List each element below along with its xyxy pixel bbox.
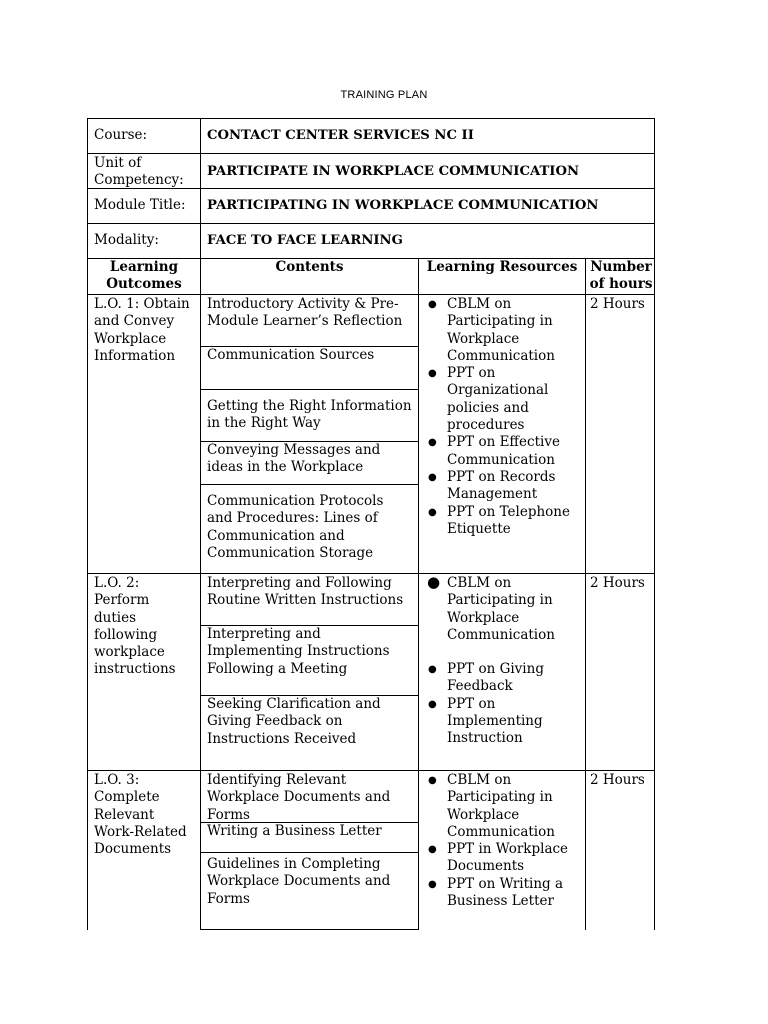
bullet-icon: ● <box>428 506 437 518</box>
training-plan-table <box>87 118 655 930</box>
resource-item: ● PPT on Records Management <box>428 468 556 503</box>
lo-hours: 2 Hours <box>590 296 645 312</box>
module-value: PARTICIPATING IN WORKPLACE COMMUNICATION <box>207 198 599 214</box>
resource-item: ● PPT on Writing a Business Letter <box>428 875 564 910</box>
content-item: Identifying Relevant Workplace Documents and Forms <box>201 771 418 823</box>
col-header-outcomes: Learning Outcomes <box>88 259 201 294</box>
content-item: Writing a Business Letter <box>201 823 418 853</box>
lo-contents <box>201 574 419 771</box>
resource-item: ● PPT on Organizational policies and procedures <box>428 365 549 434</box>
bullet-icon: ● <box>428 878 437 890</box>
modality-value: FACE TO FACE LEARNING <box>207 233 403 249</box>
content-item: Guidelines in Completing Workplace Documents and Forms <box>201 853 418 930</box>
content-item: Introductory Activity & Pre-Module Learner’s Reflection <box>201 295 418 347</box>
content-item: Conveying Messages and ideas in the Workplace <box>201 442 418 485</box>
lo-hours: 2 Hours <box>590 772 645 788</box>
bullet-icon: ● <box>427 573 441 591</box>
content-item: Communication Protocols and Procedures: Lines of Communication and Communication Storage <box>207 493 384 561</box>
content-item: Interpreting and Implementing Instructions Following a Meeting <box>201 626 418 696</box>
lo-contents <box>201 771 419 930</box>
unit-label: Unit of Competency: <box>88 154 201 190</box>
col-header-resources: Learning Resources <box>419 259 586 294</box>
content-item: Seeking Clarification and Giving Feedback on Instructions Received <box>207 696 381 747</box>
col-header-hours: Number of hours <box>589 259 653 292</box>
resource-item: ● CBLM on Participating in Workplace Communication <box>427 573 555 643</box>
lo-row-3 <box>87 770 655 930</box>
course-value: CONTACT CENTER SERVICES NC II <box>207 128 474 144</box>
module-row <box>87 188 655 223</box>
lo-row-2 <box>87 573 655 770</box>
resource-item: ● PPT on Effective Communication <box>428 434 560 468</box>
module-label: Module Title: <box>88 189 201 223</box>
resource-item: ● PPT in Workplace Documents <box>428 841 569 875</box>
resource-item: ● PPT on Implementing Instruction <box>428 695 543 747</box>
resource-item: ● CBLM on Participating in Workplace Communication <box>428 296 555 364</box>
bullet-icon: ● <box>428 299 437 310</box>
resource-item: ● PPT on Giving Feedback <box>428 661 544 695</box>
lo-outcome: L.O. 3: Complete Relevant Work-Related Documents <box>88 771 201 930</box>
bullet-icon: ● <box>428 775 437 786</box>
lo-resources <box>419 295 586 574</box>
resource-item: ● CBLM on Participating in Workplace Communication <box>428 772 555 840</box>
bullet-icon: ● <box>428 437 437 449</box>
course-label: Course: <box>88 119 201 153</box>
course-row <box>87 118 655 153</box>
lo-resources <box>419 574 586 771</box>
bullet-icon: ● <box>428 664 437 676</box>
content-item: Interpreting and Following Routine Written Instructions <box>201 574 418 626</box>
lo-contents <box>201 295 419 574</box>
lo-outcome: L.O. 1: Obtain and Convey Workplace Information <box>88 295 201 574</box>
lo-outcome: L.O. 2: Perform duties following workplace instructions <box>88 574 201 771</box>
bullet-icon: ● <box>428 471 437 483</box>
resource-item: ● PPT on Telephone Etiquette <box>428 503 570 537</box>
bullet-icon: ● <box>428 368 437 380</box>
bullet-icon: ● <box>428 698 437 710</box>
content-item: Getting the Right Information in the Right Way <box>201 390 418 442</box>
modality-row <box>87 223 655 258</box>
unit-row <box>87 153 655 188</box>
content-item: Communication Sources <box>201 347 418 390</box>
modality-label: Modality: <box>88 224 201 258</box>
column-headers <box>87 258 655 294</box>
unit-value: PARTICIPATE IN WORKPLACE COMMUNICATION <box>207 164 580 180</box>
bullet-icon: ● <box>428 844 437 856</box>
lo-resources <box>419 771 586 930</box>
col-header-contents: Contents <box>201 259 419 294</box>
lo-row-1 <box>87 294 655 573</box>
spacer <box>427 644 583 661</box>
document-title: TRAINING PLAN <box>340 89 428 101</box>
lo-hours: 2 Hours <box>590 575 645 591</box>
